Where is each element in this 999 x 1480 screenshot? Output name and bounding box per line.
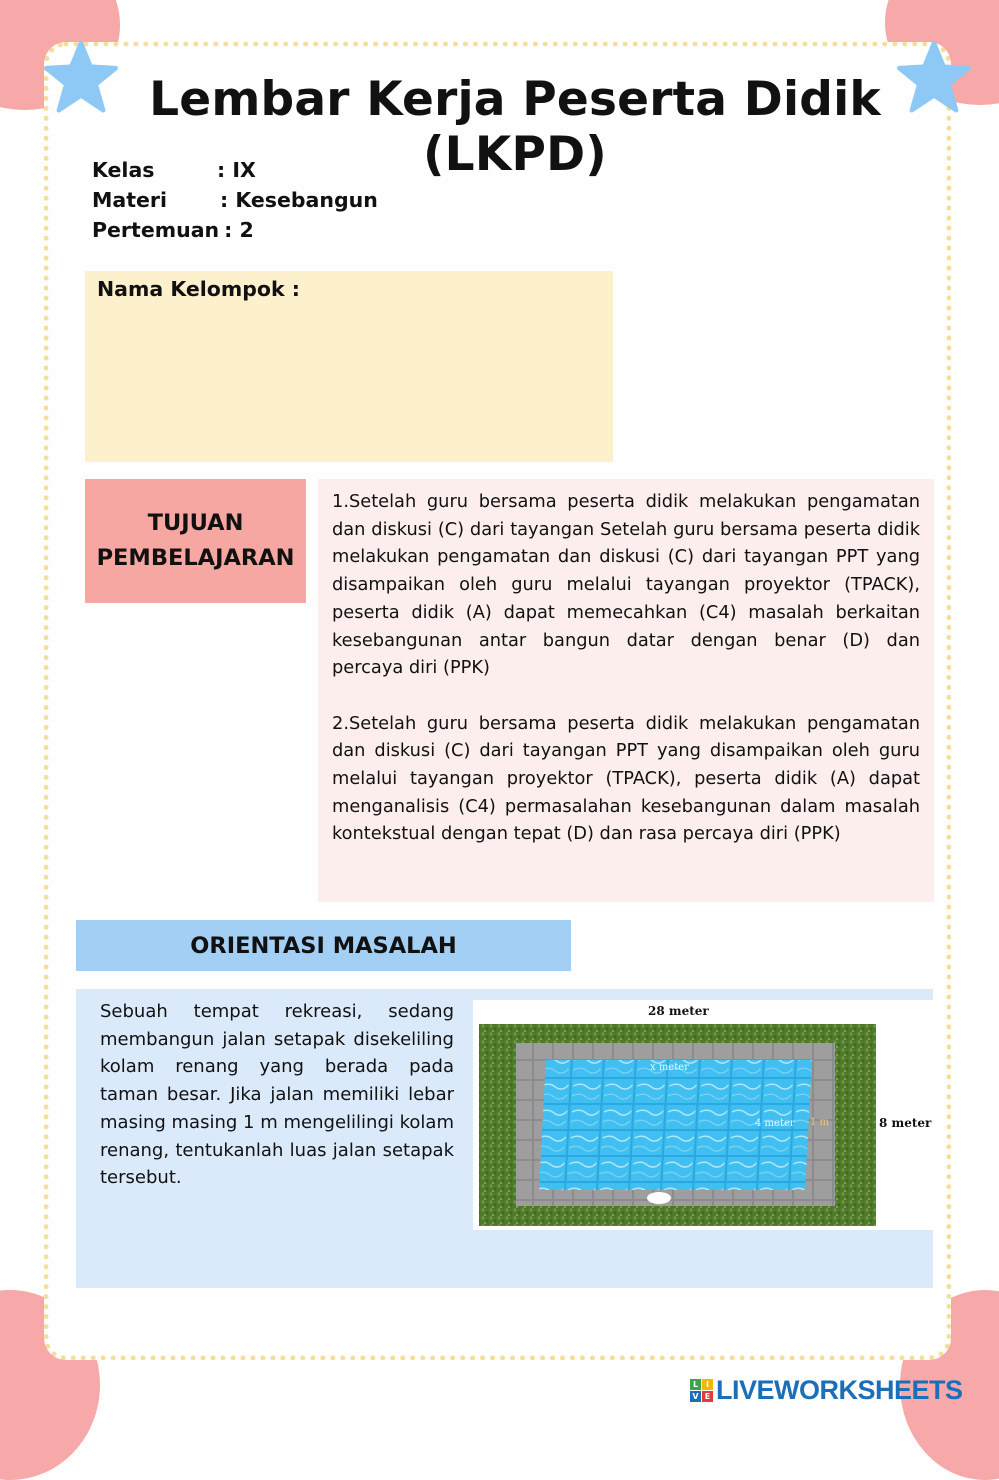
- pertemuan-label: Pertemuan: [92, 218, 220, 242]
- pool-drain: [647, 1192, 671, 1204]
- pertemuan-value: : 2: [224, 218, 254, 242]
- materi-label: Materi: [92, 188, 168, 212]
- materi-value: : Kesebangun: [220, 188, 378, 212]
- liveworksheets-text: LIVEWORKSHEETS: [716, 1375, 963, 1405]
- pool-right-label: 8 meter: [879, 1116, 932, 1130]
- problem-orientation-text: Sebuah tempat rekreasi, sedang membangun jalan setapak disekeliling kolam renang yang berada pada taman besar. Jika jalan memiliki lebar masing masing 1 m mengelilingi kolam renang, tentukanlah luas jalan setapak tersebut.: [100, 1001, 454, 1189]
- kelas-label: Kelas: [92, 158, 155, 182]
- liveworksheets-logo: [690, 1375, 963, 1406]
- learning-objectives-text: [318, 479, 934, 902]
- page-title: Lembar Kerja Peserta Didik (LKPD): [149, 72, 881, 182]
- learning-objectives-label-line1: TUJUAN: [147, 510, 244, 536]
- pool-illustration: [473, 1000, 933, 1230]
- liveworksheets-icon: L I V E: [690, 1379, 713, 1402]
- class-info: [92, 155, 378, 245]
- group-name-label: Nama Kelompok :: [97, 277, 300, 301]
- kelas-value: : IX: [217, 158, 256, 182]
- pool-top-label: 28 meter: [648, 1004, 709, 1018]
- learning-objectives-label: [85, 479, 306, 603]
- pool-inner-x-label: x meter: [650, 1062, 689, 1073]
- problem-orientation-label: ORIENTASI MASALAH: [76, 920, 571, 971]
- pool-path-label: 1 m: [810, 1117, 830, 1128]
- objective-item-2: 2.Setelah guru bersama peserta didik melakukan pengamatan dan diskusi (C) dari tayangan PPT yang disampaikan oleh guru melalui tayangan proyektor (TPACK), peserta didik (A) dapat menganalisis (C4) permasalahan kesebangunan dalam masalah kontekstual dengan tepat (D) dan rasa percaya diri (PPK): [332, 712, 920, 845]
- learning-objectives-label-line2: PEMBELAJARAN: [96, 545, 295, 571]
- objective-item-1: 1.Setelah guru bersama peserta didik melakukan pengamatan dan diskusi (C) dari tayangan Setelah guru bersama peserta didik melakukan pengamatan dan diskusi (C) dari tayangan PPT yang disampaikan oleh guru melalui tayangan proyektor (TPACK), peserta didik (A) dapat memecahkan (C4) masalah berkaitan kesebangunan antar bangun datar dengan benar (D) dan percaya diri (PPK): [332, 491, 920, 679]
- pool-inner-y-label: 4 meter: [755, 1118, 795, 1129]
- group-name-box[interactable]: [85, 271, 613, 462]
